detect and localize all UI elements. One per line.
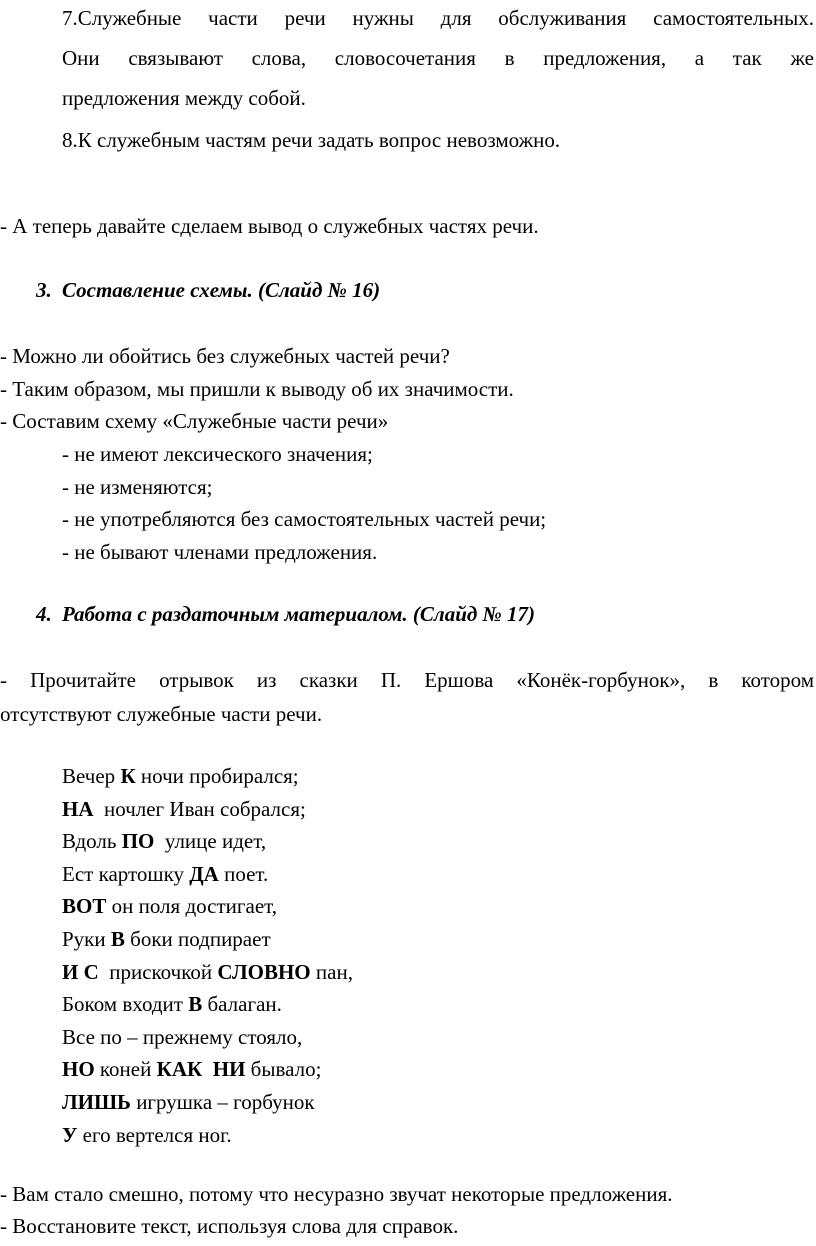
poem-text: его вертелся ног.	[77, 1122, 232, 1147]
poem-text: пан,	[310, 959, 353, 984]
poem-text: Ест картошку	[62, 861, 190, 886]
poem-text: Руки	[62, 927, 111, 951]
poem-text: бывало;	[245, 1057, 322, 1082]
section3-title: Составление схемы. (Слайд № 16)	[62, 278, 381, 302]
poem-line	[62, 1055, 321, 1083]
poem-text: улице идет,	[154, 829, 267, 854]
poem-missing-word: КАК НИ	[156, 1057, 246, 1082]
poem-text: Все по – прежнему стояло,	[62, 1024, 303, 1049]
section3-line: - Составим схему «Служебные части речи»	[0, 409, 389, 433]
poem-text: прискочкой	[98, 959, 218, 984]
poem-text: Боком входит	[62, 992, 189, 1017]
section3-number: 3.	[36, 278, 52, 302]
poem-missing-word: ВОТ	[62, 894, 107, 919]
poem-line	[62, 795, 306, 823]
poem-line	[62, 958, 353, 986]
section3-line: - Можно ли обойтись без служебных частей речи?	[0, 344, 450, 368]
poem-missing-word: ДА	[189, 861, 219, 886]
poem-line	[62, 1088, 315, 1116]
scheme-item: - не изменяются;	[62, 475, 213, 499]
poem-missing-word: У	[62, 1122, 78, 1147]
poem-text: коней	[94, 1057, 157, 1082]
poem-missing-word: НА	[62, 796, 94, 821]
poem-missing-word: НО	[62, 1057, 95, 1082]
closing-line: - Вам стало смешно, потому что несуразно звучат некоторые предложения.	[0, 1182, 673, 1206]
conclusion-prompt: - А теперь давайте сделаем вывод о служебных частях речи.	[0, 214, 539, 238]
scheme-item: - не имеют лексического значения;	[62, 442, 373, 466]
poem-missing-word: ЛИШЬ	[62, 1090, 131, 1114]
section4-heading	[36, 600, 535, 628]
section3-heading	[36, 276, 380, 304]
poem-line	[62, 827, 266, 855]
poem-line	[62, 990, 282, 1018]
poem-missing-word: В	[110, 927, 125, 951]
item7-line2: Они связывают слова, словосочетания в предложения, а так же	[62, 46, 814, 70]
poem-line	[62, 892, 277, 920]
section4-title: Работа с раздаточным материалом. (Слайд № 17)	[62, 602, 536, 626]
poem-line	[62, 925, 271, 953]
poem-line	[62, 860, 268, 888]
poem-missing-word: К	[120, 764, 136, 788]
task-line2: отсутствуют служебные части речи.	[0, 702, 323, 726]
poem-text: игрушка – горбунок	[130, 1090, 315, 1114]
poem-line	[62, 1023, 302, 1051]
poem-line	[62, 762, 299, 790]
poem-text: поет.	[218, 861, 269, 886]
poem-text: Вдоль	[62, 829, 122, 854]
section3-line: - Таким образом, мы пришли к выводу об их значимости.	[0, 377, 514, 401]
closing-line: - Восстановите текст, используя слова для справок.	[0, 1214, 459, 1238]
scheme-item: - не бывают членами предложения.	[62, 540, 378, 564]
scheme-item: - не употребляются без самостоятельных частей речи;	[62, 507, 547, 531]
item8-line: 8.К служебным частям речи задать вопрос невозможно.	[62, 128, 561, 152]
poem-missing-word: И С	[62, 959, 99, 984]
poem-text: ночлег Иван собрался;	[93, 796, 306, 821]
poem-line	[62, 1121, 232, 1149]
poem-text: балаган.	[202, 992, 282, 1017]
poem-text: ночи пробирался;	[135, 764, 299, 788]
section4-number: 4.	[36, 602, 52, 626]
item7-line3: предложения между собой.	[62, 86, 306, 110]
poem-text: Вечер	[62, 764, 121, 788]
poem-missing-word: ПО	[121, 829, 155, 854]
poem-text: он поля достигает,	[106, 894, 277, 919]
poem-missing-word: В	[188, 992, 203, 1017]
task-line1: - Прочитайте отрывок из сказки П. Ершова «Конёк-горбунок», в котором	[0, 668, 814, 692]
item7-line1: 7.Служебные части речи нужны для обслуживания самостоятельных.	[62, 6, 814, 30]
poem-text: боки подпирает	[124, 927, 271, 951]
poem-missing-word: СЛОВНО	[217, 959, 311, 984]
